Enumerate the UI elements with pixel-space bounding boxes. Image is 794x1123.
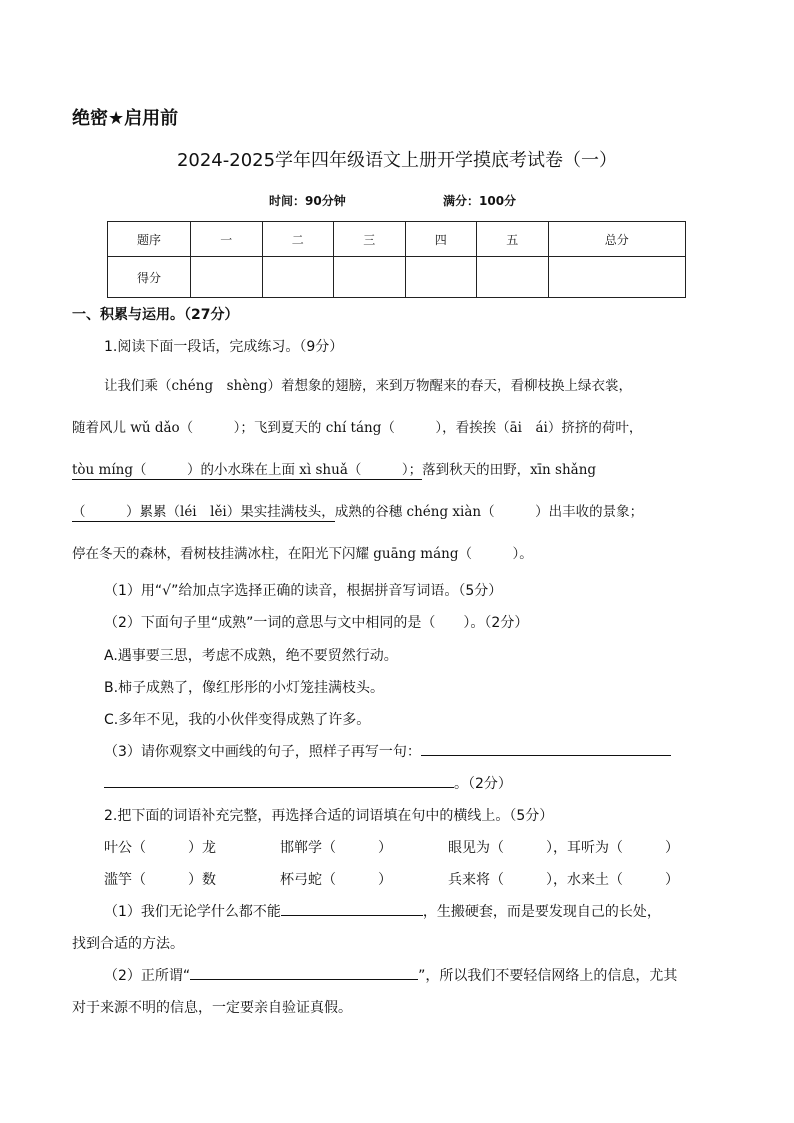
score-table [107,221,686,298]
score-header-cell: 一 [191,222,263,257]
exam-time: 时间：90分钟 [269,194,346,208]
idiom-item[interactable]: 杯弓蛇（ ） [280,872,392,888]
idiom-item[interactable]: 眼见为（ ），耳听为（ ） [448,840,679,856]
answer-blank[interactable] [281,915,423,916]
subquestion-3-line2 [104,773,512,793]
idiom-item[interactable]: 滥竽（ ）数 [104,872,216,888]
score-header-cell: 四 [405,222,477,257]
passage-line: 让我们乘（chéng shèng）着想象的翅膀，来到万物醒来的春天，看柳枝换上绿衣裳， [104,378,633,394]
page-title: 2024-2025学年四年级语文上册开学摸底考试卷（一） [176,150,618,171]
score-row-label: 得分 [108,257,191,298]
passage-line: 停在冬天的森林，看树枝挂满冰柱，在阳光下闪耀 guāng máng（ ）。 [72,546,533,562]
score-cell[interactable] [262,257,334,298]
passage-text: 落到秋天的田野，xīn shǎng [422,462,597,478]
fill-sentence-2-cont: 对于来源不明的信息，一定要亲自验证真假。 [72,1000,352,1016]
underlined-sentence: tòu míng（ ）的小水珠在上面 xì shuǎ（ ）； [72,462,423,478]
idiom-item[interactable]: 兵来将（ ），水来土（ ） [448,872,679,888]
fill-sentence-text: ”，所以我们不要轻信网络上的信息，尤其 [418,968,678,984]
score-header-cell: 二 [262,222,334,257]
fill-sentence-text: （2）正所谓“ [104,968,191,984]
score-header-cell: 题序 [108,222,191,257]
option-c[interactable]: C.多年不见，我的小伙伴变得成熟了许多。 [104,712,371,728]
full-score: 满分：100分 [443,194,517,208]
idiom-item[interactable]: 邯郸学（ ） [280,840,392,856]
question-2-prompt: 2.把下面的词语补充完整，再选择合适的词语填在句中的横线上。（5分） [104,808,554,824]
passage-line [72,458,596,478]
idiom-item[interactable]: 叶公（ ）龙 [104,840,216,856]
underlined-sentence: （ ）累累（léi lěi）果实挂满枝头， [72,504,335,520]
fill-sentence-1 [104,901,661,921]
score-cell[interactable] [405,257,477,298]
score-table-header-row [108,222,686,257]
subquestion-3 [104,741,671,761]
passage-text: 成熟的谷穗 chéng xiàn（ ）出丰收的景象； [334,504,644,520]
passage-line: 随着风儿 wǔ dǎo（ ）；飞到夏天的 chí táng（ ），看挨挨（āi ái）挤挤的荷叶， [72,420,643,436]
fill-sentence-text: ，生搬硬套，而是要发现自己的长处， [422,904,661,920]
score-header-cell: 五 [477,222,549,257]
question-1-prompt: 1.阅读下面一段话，完成练习。（9分） [104,339,344,355]
answer-blank[interactable] [104,787,454,788]
fill-sentence-2 [104,965,677,985]
option-a[interactable]: A.遇事要三思，考虑不成熟，绝不要贸然行动。 [104,648,398,664]
subquestion-3-text: （3）请你观察文中画线的句子，照样子再写一句： [104,744,421,760]
score-cell[interactable] [334,257,406,298]
confidential-label: 绝密★启用前 [72,108,179,129]
fill-sentence-1-cont: 找到合适的方法。 [72,936,184,952]
score-cell[interactable] [477,257,549,298]
score-cell[interactable] [191,257,263,298]
option-b[interactable]: B.柿子成熟了，像红彤彤的小灯笼挂满枝头。 [104,680,385,696]
score-header-cell: 三 [334,222,406,257]
score-table-row [108,257,686,298]
score-header-cell: 总分 [548,222,686,257]
subquestion-1: （1）用“√”给加点字选择正确的读音，根据拼音写词语。（5分） [104,583,503,599]
subquestion-2: （2）下面句子里“成熟”一词的意思与文中相同的是（ ）。（2分） [104,615,529,631]
section-title: 一、积累与运用。（27分） [72,307,239,323]
fill-sentence-text: （1）我们无论学什么都不能 [104,904,281,920]
passage-line [72,500,643,520]
subquestion-3-score: 。（2分） [454,776,512,792]
answer-blank[interactable] [421,755,671,756]
answer-blank[interactable] [190,979,418,980]
score-cell[interactable] [548,257,686,298]
